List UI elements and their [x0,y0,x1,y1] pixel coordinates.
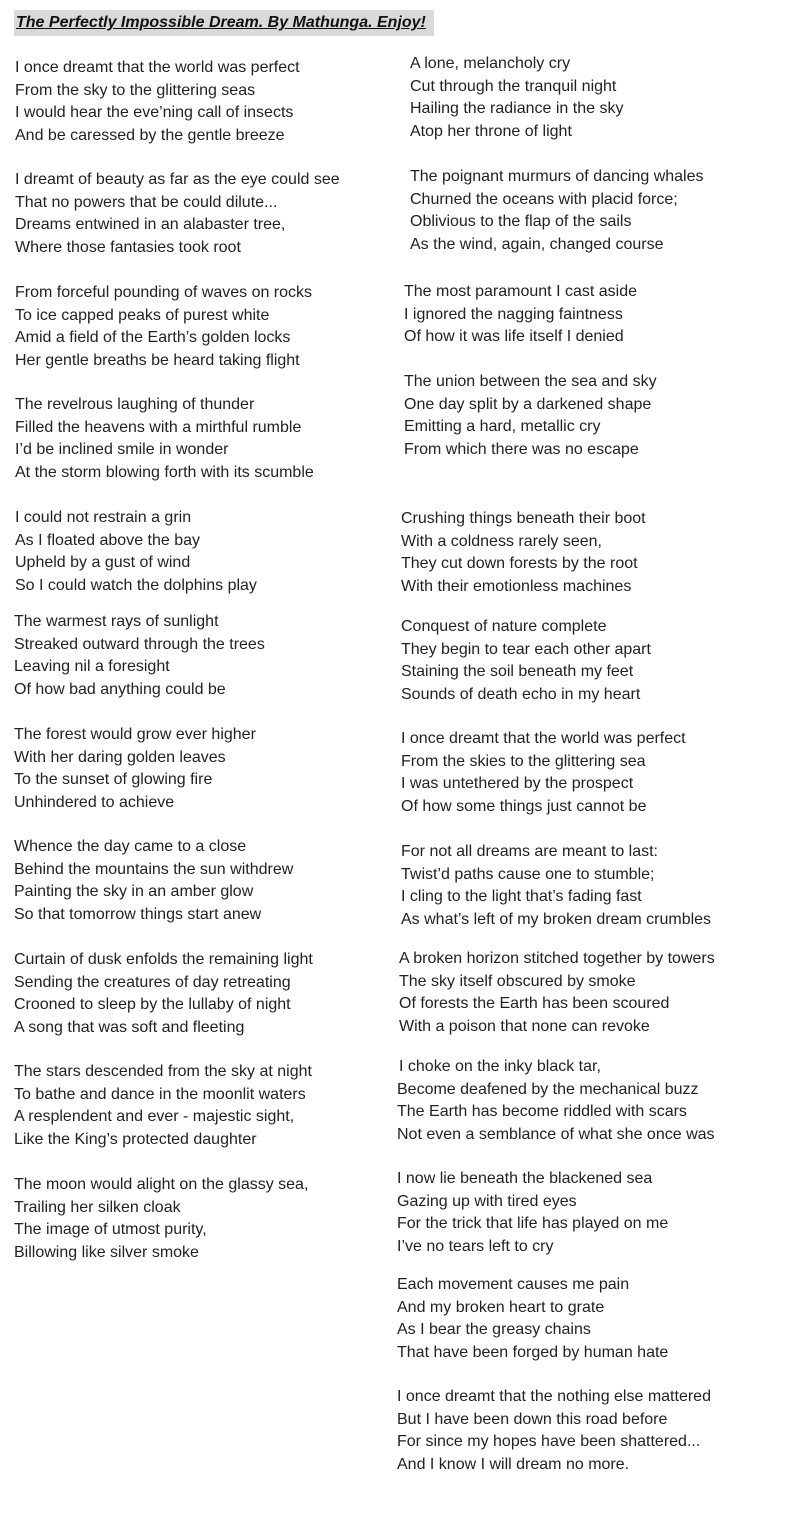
poem-line: From the sky to the glittering seas [15,81,256,99]
poem-line: I now lie beneath the blackened sea [397,1170,653,1187]
poem-line: One day split by a darkened shape [404,395,652,413]
right-stanza-1 [410,53,623,143]
poem-line: Twist’d paths cause one to stumble; [401,865,655,883]
poem-line: As what’s left of my broken dream crumbles [401,910,712,928]
poem-line: Dreams entwined in an alabaster tree, [15,216,286,233]
poem-line: As I floated above the bay [15,531,201,549]
poem-line: I once dreamt that the world was perfect [401,730,686,747]
poem-line: The poignant murmurs of dancing whales [410,168,704,185]
poem-line: Churned the oceans with placid force; [410,190,678,208]
poem-line: The stars descended from the sky at night [14,1063,312,1080]
poem-line: To the sunset of glowing fire [14,771,213,788]
right-stanza-10 [397,1056,715,1146]
poem-line: As the wind, again, changed course [410,235,664,253]
poem-line: A lone, melancholy cry [410,55,571,72]
left-stanza-10 [14,1061,312,1151]
poem-line: The union between the sea and sky [404,373,657,390]
poem-line: Upheld by a gust of wind [15,554,191,571]
poem-line: Staining the soil beneath my feet [401,663,634,680]
poem-line: They begin to tear each other apart [401,640,651,658]
poem-line: Leaving nil a foresight [14,658,170,675]
right-stanza-3 [404,281,637,349]
poem-line: Conquest of nature complete [401,618,607,635]
poem-line: Become deafened by the mechanical buzz [397,1080,699,1098]
poem-line: I would hear the eve’ning call of insects [15,104,294,121]
poem-line: To bathe and dance in the moonlit waters [14,1085,306,1103]
poem-line: The Earth has become riddled with scars [397,1103,687,1120]
poem-line: Emitting a hard, metallic cry [404,418,601,435]
poem-line: Amid a field of the Earth’s golden locks [15,329,291,346]
poem-line: Filled the heavens with a mirthful rumble [15,418,302,436]
poem-line: A broken horizon stitched together by towers [399,950,715,967]
right-stanza-13 [397,1386,711,1476]
poem-line: The forest would grow ever higher [14,726,256,743]
poem-line: For the trick that life has played on me [397,1215,669,1232]
poem-line: Sounds of death echo in my heart [401,685,641,703]
right-stanza-12 [397,1274,668,1364]
left-stanza-5 [15,507,257,597]
poem-line: A song that was soft and fleeting [14,1018,245,1036]
right-stanza-5 [401,508,646,598]
poem-line: Gazing up with tired eyes [397,1192,577,1210]
poem-line: From the skies to the glittering sea [401,752,646,770]
left-stanza-7 [14,724,256,814]
poem-line: The moon would alight on the glassy sea, [14,1176,309,1193]
right-stanza-6 [401,616,651,706]
left-stanza-1 [15,57,300,147]
poem-line: Billowing like silver smoke [14,1243,199,1261]
poem-line: Hailing the radiance in the sky [410,100,624,117]
poem-line: I once dreamt that the nothing else mattered [397,1388,711,1405]
poem-line: That have been forged by human hate [397,1343,669,1361]
poem-line: So that tomorrow things start anew [14,905,262,923]
poem-line: I’d be inclined smile in wonder [15,441,229,458]
left-stanza-8 [14,836,293,926]
poem-line: Her gentle breaths be heard taking flight [15,351,300,369]
poem-line: I’ve no tears left to cry [397,1237,554,1255]
poem-line: I cling to the light that’s fading fast [401,888,642,905]
poem-line: The warmest rays of sunlight [14,613,219,630]
right-stanza-4 [404,371,657,461]
left-stanza-6 [14,611,265,701]
poem-line: Curtain of dusk enfolds the remaining light [14,951,313,968]
poem-line: For since my hopes have been shattered... [397,1433,701,1450]
poem-line: Atop her throne of light [410,122,572,140]
poem-line: Not even a semblance of what she once was [397,1125,715,1143]
poem-line: With a coldness rarely seen, [401,532,602,550]
poem-line: With their emotionless machines [401,577,632,595]
poem-line: Painting the sky in an amber glow [14,883,254,900]
left-stanza-3 [15,282,312,372]
right-stanza-11 [397,1168,668,1258]
poem-line: That no powers that be could dilute... [15,193,278,211]
poem-line: Of how bad anything could be [14,680,226,698]
poem-line: At the storm blowing forth with its scumble [15,463,314,481]
poem-line: For not all dreams are meant to last: [401,843,658,860]
poem-line: Crooned to sleep by the lullaby of night [14,996,291,1013]
right-stanza-9 [399,948,715,1038]
poem-line: Where those fantasies took root [15,238,241,256]
right-stanza-2 [410,166,704,256]
poem-line: So I could watch the dolphins play [15,576,257,594]
poem-line: Whence the day came to a close [14,838,247,855]
poem-line: The most paramount I cast aside [404,283,637,300]
poem-line: And be caressed by the gentle breeze [15,126,285,144]
poem-line: Like the King’s protected daughter [14,1130,257,1148]
poem-line: I choke on the inky black tar, [399,1058,601,1075]
poem-line: I was untethered by the prospect [401,775,634,792]
poem-line: I could not restrain a grin [15,509,192,526]
poem-line: Cut through the tranquil night [410,77,617,95]
poem-line: Of forests the Earth has been scoured [399,995,670,1012]
poem-title: The Perfectly Impossible Dream. By Mathunga. Enjoy! [14,10,434,36]
poem-line: Each movement causes me pain [397,1276,630,1293]
poem-line: The revelrous laughing of thunder [15,396,255,413]
poem-line: And I know I will dream no more. [397,1455,630,1473]
left-stanza-2 [15,169,340,259]
poem-line: Trailing her silken cloak [14,1198,181,1216]
poem-line: I dreamt of beauty as far as the eye could see [15,171,340,188]
poem-line: With her daring golden leaves [14,748,226,766]
poem-line: But I have been down this road before [397,1410,668,1428]
poem-line: As I bear the greasy chains [397,1321,591,1338]
right-stanza-7 [401,728,686,818]
right-stanza-8 [401,841,711,931]
poem-line: Streaked outward through the trees [14,635,265,653]
poem-line: From forceful pounding of waves on rocks [15,284,313,301]
poem-line: They cut down forests by the root [401,555,638,572]
poem-line: I once dreamt that the world was perfect [15,59,300,76]
poem-line: Crushing things beneath their boot [401,510,646,527]
left-stanza-11 [14,1174,308,1264]
poem-line: To ice capped peaks of purest white [15,306,270,324]
poem-line: Of how some things just cannot be [401,797,647,815]
poem-line: Behind the mountains the sun withdrew [14,860,294,878]
poem-line: Unhindered to achieve [14,793,175,811]
poem-line: A resplendent and ever - majestic sight, [14,1108,295,1125]
left-stanza-9 [14,949,313,1039]
poem-line: Of how it was life itself I denied [404,328,624,345]
poem-line: Sending the creatures of day retreating [14,973,291,991]
poem-line: With a poison that none can revoke [399,1017,650,1035]
left-stanza-4 [15,394,314,484]
poem-line: Oblivious to the flap of the sails [410,213,632,230]
poem-line: And my broken heart to grate [397,1298,605,1316]
poem-line: The sky itself obscured by smoke [399,972,636,990]
poem-line: From which there was no escape [404,440,639,458]
poem-line: The image of utmost purity, [14,1221,207,1238]
poem-line: I ignored the nagging faintness [404,305,623,323]
